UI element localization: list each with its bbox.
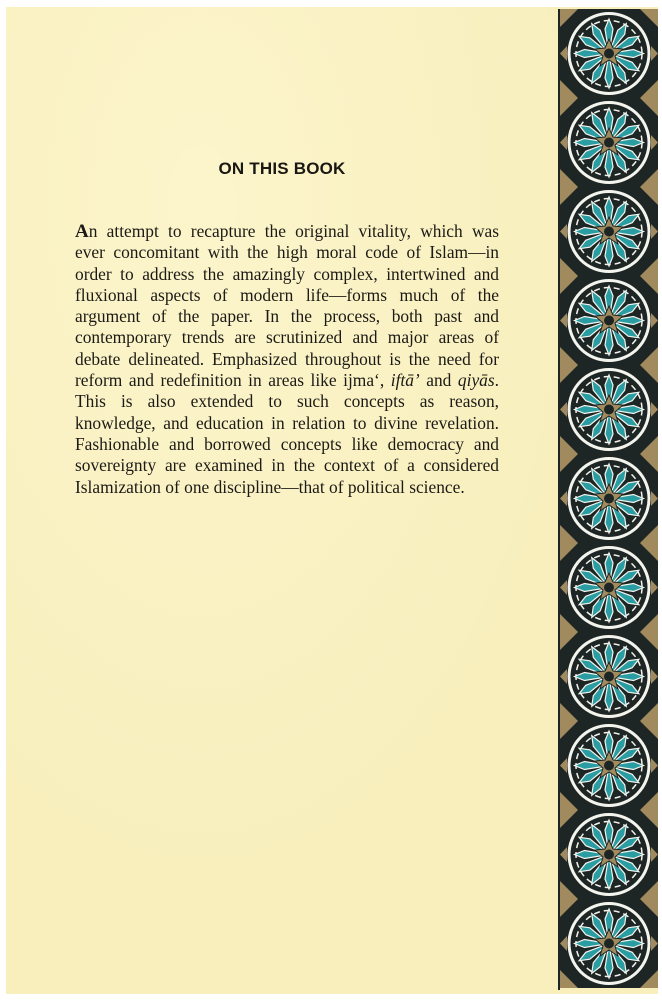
text-line [75, 349, 499, 370]
text-run: debate delineated. Emphasized throughout is the need for [75, 348, 499, 369]
star-tile-icon [560, 632, 658, 721]
star-tile-icon [560, 9, 658, 98]
star-tile-icon [560, 98, 658, 187]
star-tile-icon [560, 543, 658, 632]
text-line [75, 264, 499, 285]
text-run: and [419, 370, 458, 391]
text-line [75, 455, 499, 476]
book-description [75, 221, 499, 498]
text-line [75, 391, 499, 412]
star-tile-icon [560, 276, 658, 365]
text-line [75, 434, 499, 455]
star-tile-icon [560, 187, 658, 276]
text-line [75, 327, 499, 348]
text-run: knowledge, and education in relation to divine revelation. [75, 412, 499, 433]
text-run: Islamization of one discipline—that of political science. [75, 476, 465, 497]
drop-cap: A [75, 221, 89, 242]
text-run: n attempt to recapture the original vitality, which was [88, 221, 499, 241]
text-line [75, 285, 499, 306]
star-tile-icon [560, 810, 658, 899]
text-run: qiyās [457, 370, 495, 391]
text-line [75, 306, 499, 327]
text-run: This is also extended to such concepts as reason, [75, 391, 499, 412]
star-tile-icon [560, 454, 658, 543]
text-line [75, 221, 499, 242]
text-run: order to address the amazingly complex, intertwined and [75, 263, 499, 284]
text-run: Fashionable and borrowed concepts like democracy and [75, 433, 499, 454]
text-run: argument of the paper. In the process, both past and [75, 306, 499, 327]
text-run: iftā’ [390, 370, 420, 391]
text-line [75, 477, 499, 498]
text-line [75, 370, 499, 391]
text-run: reform and redefinition in areas like ijma‘, [75, 370, 391, 391]
star-tile-icon [560, 721, 658, 810]
text-run: contemporary trends are scrutinized and major areas of [75, 327, 499, 348]
text-run: sovereignty are examined in the context of a considered [75, 455, 499, 476]
ornamental-tile-border-icon [558, 9, 658, 990]
star-tile-icon [560, 365, 658, 454]
text-run: fluxional aspects of modern life—forms much of the [75, 284, 499, 305]
text-line [75, 413, 499, 434]
text-run: . [494, 370, 499, 391]
page-title: ON THIS BOOK [218, 159, 346, 178]
star-tile-icon [560, 899, 658, 988]
text-line [75, 242, 499, 263]
text-run: ever concomitant with the high moral code of Islam—in [75, 242, 499, 263]
